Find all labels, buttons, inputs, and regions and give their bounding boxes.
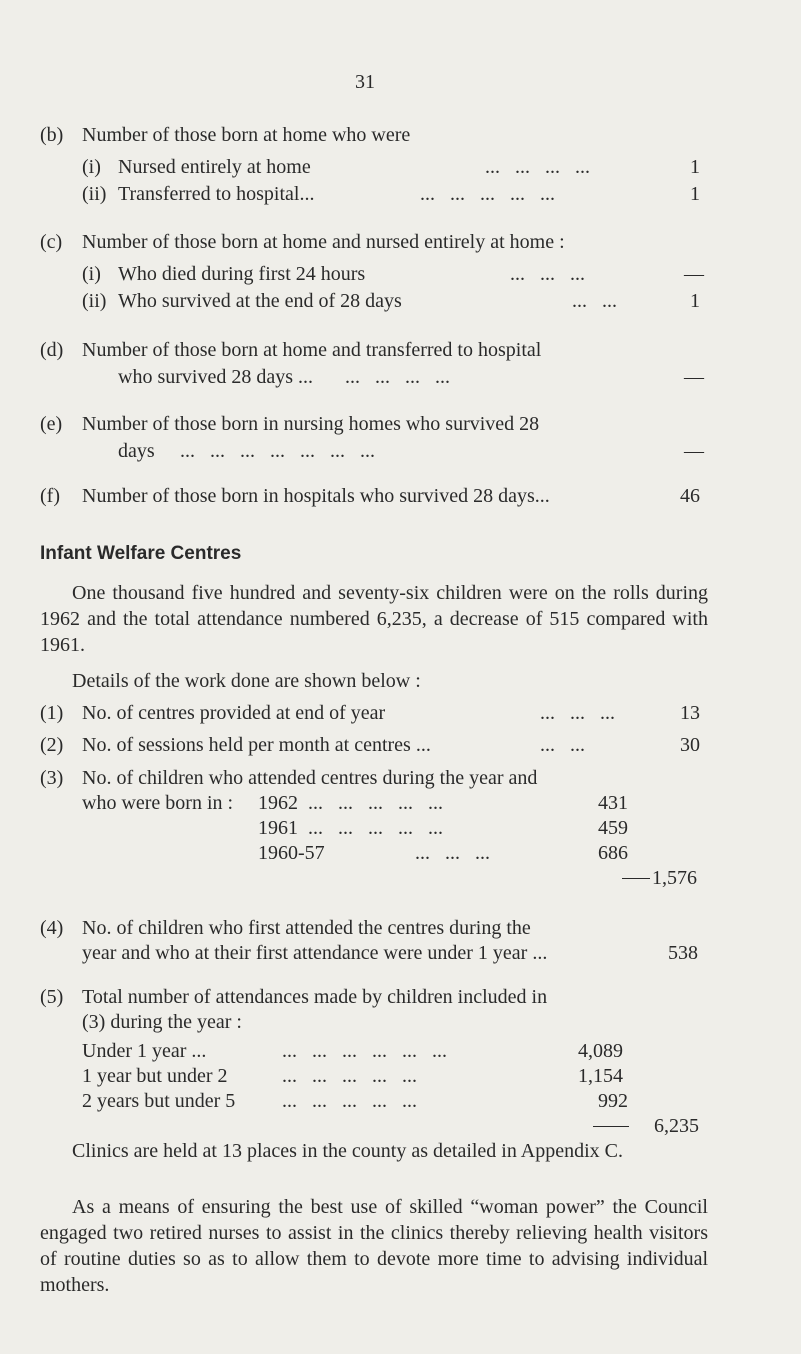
section-text: Number of those born at home and transferred to hospital [82,339,542,361]
year-label: 1961 [258,817,298,839]
item-marker: (2) [40,734,64,756]
item-value: — [684,263,704,285]
clinics-paragraph: Clinics are held at 13 places in the county as detailed in Appendix C. [72,1140,623,1162]
section-marker: (c) [40,231,63,253]
item-marker: (ii) [82,183,107,205]
item-value: — [684,440,704,462]
leader-dots: ... ... ... ... ... [282,1065,417,1087]
section-marker: (d) [40,339,64,361]
details-intro: Details of the work done are shown below : [72,670,421,692]
item-marker: (i) [82,263,101,285]
section-marker: (f) [40,485,60,507]
leader-dots: ... ... ... [415,842,490,864]
leader-dots: ... ... ... [540,702,615,724]
item-label: No. of children who first attended the centres during the [82,917,531,939]
item-label: Who died during first 24 hours [118,263,366,285]
year-value: 431 [598,792,628,814]
item-marker: (ii) [82,290,107,312]
item-label: who were born in : [82,792,234,814]
leader-dots: ... ... [540,734,585,756]
section-text: Number of those born at home and nursed entirely at home : [82,231,565,253]
item-value: — [684,366,704,388]
item-label: No. of sessions held per month at centres ... [82,734,431,756]
section-text: who survived 28 days ... [118,366,313,388]
total-value: 1,576 [652,867,697,889]
leader-dots: ... ... ... ... ... ... [282,1040,447,1062]
row-label: 2 years but under 5 [82,1090,236,1112]
row-label: 1 year but under 2 [82,1065,228,1087]
item-marker: (3) [40,767,64,789]
row-value: 4,089 [578,1040,623,1062]
section-text: days [118,440,155,462]
leader-dots: ... ... ... ... ... [308,792,443,814]
section-text: Number of those born at home who were [82,124,411,146]
intro-paragraph: One thousand five hundred and seventy-six children were on the rolls during 1962 and the total attendance numbered 6,235, a decrease of 515 compared with 1961. [40,582,708,656]
woman-power-paragraph: As a means of ensuring the best use of skilled “woman power” the Council engaged two retired nurses to assist in the clinics thereby relieving health visitors of routine duties so as to allow them to devote more time to advising individual mothers. [40,1196,708,1296]
item-marker: (5) [40,986,64,1008]
infant-welfare-heading: Infant Welfare Centres [40,543,242,564]
leader-dots: ... ... ... ... ... ... ... [180,440,375,462]
section-text: Number of those born in hospitals who survived 28 days... [82,485,550,507]
leader-dots: ... ... [572,290,617,312]
leader-dots: ... ... ... ... [345,366,450,388]
item-value: 1 [690,290,700,312]
total-rule [622,878,650,879]
section-text: Number of those born in nursing homes who survived 28 [82,413,540,435]
row-value: 1,154 [578,1065,623,1087]
item-value: 46 [680,485,700,507]
item-label: (3) during the year : [82,1011,242,1033]
item-marker: (i) [82,156,101,178]
item-value: 30 [680,734,700,756]
page-number: 31 [355,71,375,93]
total-rule [593,1126,629,1127]
leader-dots: ... ... ... [510,263,585,285]
item-label: year and who at their first attendance were under 1 year ... [82,942,548,964]
item-label: Transferred to hospital... [118,183,315,205]
item-label: Who survived at the end of 28 days [118,290,402,312]
year-value: 459 [598,817,628,839]
leader-dots: ... ... ... ... [485,156,590,178]
year-value: 686 [598,842,628,864]
section-marker: (e) [40,413,63,435]
leader-dots: ... ... ... ... ... [308,817,443,839]
item-label: No. of centres provided at end of year [82,702,386,724]
section-marker: (b) [40,124,64,146]
row-label: Under 1 year ... [82,1040,207,1062]
item-label: Total number of attendances made by children included in [82,986,548,1008]
item-value: 1 [690,156,700,178]
leader-dots: ... ... ... ... ... [282,1090,417,1112]
leader-dots: ... ... ... ... ... [420,183,555,205]
year-label: 1962 [258,792,298,814]
item-value: 13 [680,702,700,724]
year-label: 1960-57 [258,842,325,864]
row-value: 992 [598,1090,628,1112]
item-label: No. of children who attended centres during the year and [82,767,538,789]
item-marker: (1) [40,702,64,724]
item-value: 538 [668,942,698,964]
item-value: 1 [690,183,700,205]
total-value: 6,235 [654,1115,699,1137]
item-marker: (4) [40,917,64,939]
item-label: Nursed entirely at home [118,156,311,178]
